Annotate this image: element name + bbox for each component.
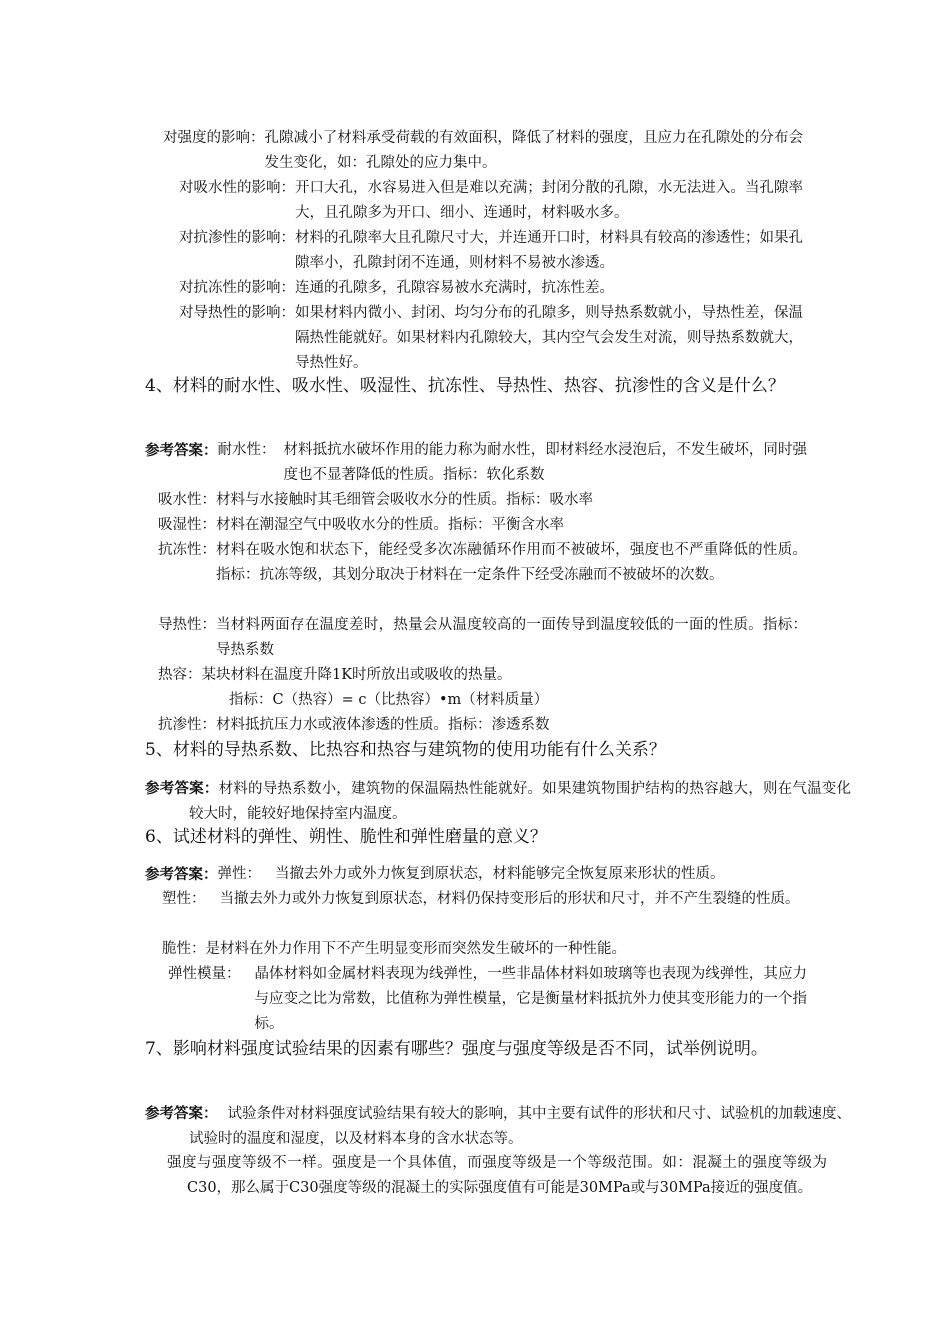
- q4-moisture-label: 吸湿性：: [158, 517, 216, 533]
- q5-answer-label: 参考答案：: [145, 780, 219, 797]
- q4-frost-label: 抗冻性：: [158, 542, 216, 558]
- pore-thermal-entry: [179, 301, 803, 376]
- pore-permeability-label: 对抗渗性的影响：: [179, 230, 295, 246]
- q4-permeability-label: 抗渗性：: [158, 717, 216, 733]
- q6-elastic-entry: [145, 862, 807, 887]
- q4-water-resistance-entry: [145, 438, 807, 488]
- q4-water-resistance-text: 材料抵抗水破坏作用的能力称为耐水性，即材料经水浸泡后，不发生破坏，同时强度也不显著降低的性质。指标：软化系数: [283, 442, 807, 483]
- q4-frost-entry: [158, 538, 807, 588]
- pore-frost-text: 连通的孔隙多，孔隙容易被水充满时，抗冻性差。: [295, 280, 614, 296]
- q4-permeability-text: 材料抵抗压力水或液体渗透的性质。指标：渗透系数: [216, 717, 550, 733]
- q6-modulus-entry: [168, 962, 807, 1037]
- q4-moisture-text: 材料在潮湿空气中吸收水分的性质。指标：平衡含水率: [216, 517, 564, 533]
- q4-answer-label: 参考答案：: [145, 442, 218, 459]
- q4-permeability-entry: [158, 713, 807, 738]
- q7-answer-label: 参考答案：: [145, 1105, 218, 1122]
- q4-water-resistance-label: 耐水性：: [217, 442, 276, 458]
- q4-thermal-label: 导热性：: [158, 617, 216, 633]
- pore-thermal-text: 如果材料内微小、封闭、均匀分布的孔隙多，则导热系数就小，导热性差，保温隔热性能就好。如果材料内孔隙较大，其内空气会发生对流，则导热系数就大，导热性好。: [295, 305, 803, 371]
- pore-strength-entry: [163, 126, 803, 176]
- pore-permeability-text: 材料的孔隙率大且孔隙尺寸大，并连通开口时，材料具有较高的渗透性；如果孔隙率小，孔隙封闭不连通，则材料不易被水渗透。: [295, 230, 803, 271]
- pore-permeability-entry: [179, 226, 803, 276]
- q6-plastic-entry: [162, 887, 807, 912]
- q7-answer: [145, 1101, 851, 1152]
- q6-brittle-entry: [162, 937, 807, 962]
- q4-heat-capacity-formula: 指标：C（热容）= c（比热容）•m（材料质量）: [229, 692, 549, 708]
- q6-modulus-text: 晶体材料如金属材料表现为线弹性，一些非晶体材料如玻璃等也表现为线弹性，其应力与应变之比为常数，比值称为弹性模量，它是衡量材料抵抗外力使其变形能力的一个指标。: [254, 966, 807, 1032]
- q5-answer-text: 材料的导热系数小，建筑物的保温隔热性能就好。如果建筑物围护结构的热容越大，则在气温变化较大时，能较好地保持室内温度。: [189, 781, 852, 822]
- pore-strength-text: 孔隙减小了材料承受荷载的有效面积，降低了材料的强度，且应力在孔隙处的分布会发生变化，如：孔隙处的应力集中。: [264, 130, 803, 171]
- question-6: 6、试述材料的弹性、朔性、脆性和弹性磨量的意义？: [145, 827, 547, 847]
- pore-strength-label: 对强度的影响：: [163, 130, 265, 146]
- q4-water-absorption-label: 吸水性：: [158, 492, 216, 508]
- q4-frost-text: 材料在吸水饱和状态下，能经受多次冻融循环作用而不被破坏，强度也不严重降低的性质。指标：抗冻等级，其划分取决于材料在一定条件下经受冻融而不被破坏的次数。: [216, 542, 807, 583]
- q4-moisture-entry: [158, 513, 807, 538]
- pore-frost-label: 对抗冻性的影响：: [179, 280, 295, 296]
- q6-elastic-label: 弹性：: [217, 866, 261, 882]
- q4-heat-capacity-entry: [158, 663, 807, 688]
- q6-brittle-label: 脆性：: [162, 941, 206, 957]
- pore-frost-entry: [179, 276, 803, 301]
- q4-thermal-entry: [158, 613, 807, 663]
- question-5: 5、材料的导热系数、比热容和热容与建筑物的使用功能有什么关系？: [145, 740, 666, 760]
- q5-answer: [145, 776, 851, 827]
- q4-water-absorption-entry: [158, 488, 807, 513]
- q4-heat-capacity-text: 某块材料在温度升降1K时所放出或吸收的热量。: [201, 667, 512, 683]
- q4-heat-capacity-label: 热容：: [158, 667, 202, 683]
- pore-water-absorption-text: 开口大孔，水容易进入但是难以充满；封闭分散的孔隙，水无法进入。当孔隙率大，且孔隙多为开口、细小、连通时，材料吸水多。: [295, 180, 803, 221]
- q4-water-absorption-text: 材料与水接触时其毛细管会吸收水分的性质。指标：吸水率: [216, 492, 593, 508]
- q6-modulus-label: 弹性模量：: [168, 966, 241, 982]
- q7-answer-text: 试验条件对材料强度试验结果有较大的影响，其中主要有试件的形状和尺寸、试验机的加载速度、试验时的温度和湿度，以及材料本身的含水状态等。: [189, 1106, 851, 1147]
- q6-answer-label: 参考答案：: [145, 866, 218, 883]
- question-7: 7、影响材料强度试验结果的因素有哪些？强度与强度等级是否不同，试举例说明。: [145, 1039, 768, 1059]
- q4-thermal-text: 当材料两面存在温度差时，热量会从温度较高的一面传导到温度较低的一面的性质。指标：导热系数: [216, 617, 807, 658]
- pore-water-absorption-entry: [179, 176, 803, 226]
- q7-answer-2: 强度与强度等级不一样。强度是一个具体值，而强度等级是一个等级范围。如：混凝土的强度等级为C30，那么属于C30强度等级的混凝土的实际强度值有可能是30MPa或与30MPa接近的强度值。: [167, 1155, 827, 1196]
- q6-plastic-label: 塑性：: [162, 891, 206, 907]
- pore-thermal-label: 对导热性的影响：: [179, 305, 295, 321]
- q6-elastic-text: 当撤去外力或外力恢复到原状态，材料能够完全恢复原来形状的性质。: [275, 866, 725, 882]
- q6-brittle-text: 是材料在外力作用下不产生明显变形而突然发生破坏的一种性能。: [205, 941, 626, 957]
- pore-water-absorption-label: 对吸水性的影响：: [179, 180, 295, 196]
- q6-plastic-text: 当撤去外力或外力恢复到原状态，材料仍保持变形后的形状和尺寸，并不产生裂缝的性质。: [219, 891, 800, 907]
- question-4: 4、材料的耐水性、吸水性、吸湿性、抗冻性、导热性、热容、抗渗性的含义是什么？: [145, 376, 785, 396]
